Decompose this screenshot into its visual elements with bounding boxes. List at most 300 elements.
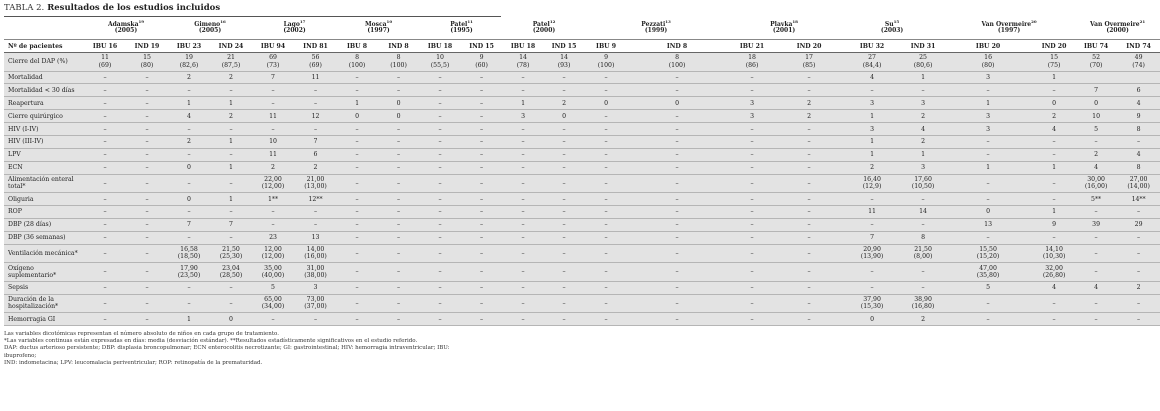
data-cell bbox=[1033, 263, 1075, 282]
study-year: (2005) bbox=[114, 27, 138, 35]
data-cell: – bbox=[1117, 263, 1160, 282]
cell-value: 38,90 bbox=[914, 296, 932, 304]
cell-value-secondary: (10,30) bbox=[1042, 253, 1066, 261]
data-cell: – bbox=[543, 231, 585, 244]
table-row bbox=[4, 218, 1160, 231]
data-cell: 0 bbox=[377, 97, 420, 110]
data-cell: – bbox=[543, 193, 585, 206]
cell-value-secondary: (78) bbox=[516, 61, 530, 69]
data-cell: – bbox=[585, 294, 627, 313]
group-size-cell: IND 15 bbox=[543, 40, 585, 53]
row-label: Mortalidad < 30 días bbox=[4, 84, 84, 97]
study-header bbox=[84, 21, 168, 40]
data-cell: 39 bbox=[1075, 218, 1117, 231]
data-cell: – bbox=[1033, 84, 1075, 97]
data-cell: – bbox=[460, 294, 503, 313]
data-cell: – bbox=[460, 218, 503, 231]
data-cell: – bbox=[585, 218, 627, 231]
data-cell: – bbox=[627, 161, 727, 174]
data-cell: – bbox=[627, 263, 727, 282]
data-cell: – bbox=[777, 231, 841, 244]
row-label: Sepsis bbox=[4, 281, 84, 294]
study-ref: 13 bbox=[665, 19, 671, 24]
data-cell: – bbox=[84, 313, 126, 326]
footnote-line: ibuprofeno; bbox=[4, 352, 37, 359]
data-cell: 2 bbox=[168, 71, 210, 84]
data-cell: – bbox=[126, 313, 168, 326]
data-cell: – bbox=[543, 71, 585, 84]
data-cell: – bbox=[903, 263, 943, 282]
study-header-row bbox=[4, 21, 1160, 40]
data-cell: – bbox=[377, 218, 420, 231]
data-cell: – bbox=[252, 97, 294, 110]
data-cell: – bbox=[627, 123, 727, 136]
cell-value: 23,04 bbox=[222, 264, 240, 272]
data-cell: – bbox=[627, 313, 727, 326]
group-size-cell: IND 19 bbox=[126, 40, 168, 53]
data-cell: – bbox=[943, 135, 1033, 148]
row-label: HIV (I-IV) bbox=[4, 123, 84, 136]
cell-value-secondary: (60) bbox=[475, 61, 488, 69]
data-cell bbox=[903, 294, 943, 313]
table-row bbox=[4, 281, 1160, 294]
data-cell: 0 bbox=[337, 110, 377, 123]
data-cell: 1 bbox=[210, 193, 252, 206]
data-cell: – bbox=[460, 161, 503, 174]
table-row bbox=[4, 97, 1160, 110]
data-cell bbox=[460, 53, 503, 72]
group-size-cell: IND 81 bbox=[294, 40, 337, 53]
data-cell: – bbox=[943, 148, 1033, 161]
data-cell bbox=[543, 53, 585, 72]
data-cell: – bbox=[841, 84, 903, 97]
data-cell: – bbox=[585, 263, 627, 282]
data-cell: – bbox=[585, 244, 627, 263]
data-cell: 2 bbox=[777, 110, 841, 123]
data-cell: 1** bbox=[252, 193, 294, 206]
data-cell: 10 bbox=[252, 135, 294, 148]
cell-value-secondary: (74) bbox=[1132, 61, 1145, 69]
data-cell: – bbox=[543, 161, 585, 174]
data-cell: – bbox=[543, 206, 585, 219]
study-ref: 20 bbox=[1031, 19, 1037, 24]
data-cell: – bbox=[585, 206, 627, 219]
data-cell: – bbox=[1033, 231, 1075, 244]
data-cell: 0 bbox=[627, 97, 727, 110]
cell-value-secondary: (38,00) bbox=[304, 271, 327, 279]
data-cell: – bbox=[126, 161, 168, 174]
cell-value: 16 bbox=[984, 54, 993, 62]
cell-value-secondary: (14,00) bbox=[1127, 183, 1150, 191]
data-cell: – bbox=[543, 84, 585, 97]
data-cell: – bbox=[377, 231, 420, 244]
data-cell: 2 bbox=[1075, 148, 1117, 161]
cell-value: 27,00 bbox=[1129, 176, 1148, 184]
group-size-cell: IBU 23 bbox=[168, 40, 210, 53]
data-cell: – bbox=[585, 71, 627, 84]
data-cell: 5 bbox=[1075, 123, 1117, 136]
data-cell: – bbox=[585, 193, 627, 206]
study-author: Gimeno bbox=[194, 21, 221, 28]
data-cell bbox=[294, 294, 337, 313]
data-cell: – bbox=[777, 206, 841, 219]
study-year: (1997) bbox=[367, 27, 390, 35]
row-label: LPV bbox=[4, 148, 84, 161]
data-cell: 2 bbox=[294, 161, 337, 174]
cell-value: 35,00 bbox=[264, 264, 282, 272]
study-ref: 17 bbox=[299, 19, 306, 24]
data-cell bbox=[943, 244, 1033, 263]
data-cell: – bbox=[943, 313, 1033, 326]
data-cell bbox=[1117, 174, 1160, 193]
cell-value-secondary: (100) bbox=[597, 61, 615, 69]
data-cell: – bbox=[252, 313, 294, 326]
data-cell bbox=[841, 294, 903, 313]
data-cell: 1 bbox=[168, 97, 210, 110]
data-cell: – bbox=[126, 244, 168, 263]
data-cell: 13 bbox=[294, 231, 337, 244]
data-cell: – bbox=[377, 313, 420, 326]
data-cell: 1 bbox=[943, 97, 1033, 110]
study-author: Mosca bbox=[364, 21, 387, 28]
data-cell: – bbox=[503, 244, 543, 263]
data-cell: – bbox=[337, 193, 377, 206]
data-cell: 12** bbox=[294, 193, 337, 206]
data-cell: – bbox=[903, 281, 943, 294]
data-cell: – bbox=[503, 148, 543, 161]
data-cell: 0 bbox=[543, 110, 585, 123]
data-cell: – bbox=[460, 148, 503, 161]
data-cell: – bbox=[126, 231, 168, 244]
table-row bbox=[4, 193, 1160, 206]
data-cell: 9 bbox=[1117, 110, 1160, 123]
table-row bbox=[4, 84, 1160, 97]
data-cell: – bbox=[420, 84, 460, 97]
data-cell: – bbox=[420, 231, 460, 244]
cell-value: 16,40 bbox=[863, 176, 881, 184]
row-label: Alimentación enteral total* bbox=[4, 174, 84, 193]
data-cell: – bbox=[84, 206, 126, 219]
data-cell: – bbox=[543, 294, 585, 313]
row-label: ECN bbox=[4, 161, 84, 174]
data-cell: 4 bbox=[1033, 123, 1075, 136]
study-ref: 10 bbox=[386, 19, 393, 24]
data-cell: – bbox=[1033, 193, 1075, 206]
table-number: TABLA 2. bbox=[4, 3, 45, 13]
data-cell: – bbox=[377, 263, 420, 282]
data-cell: 3 bbox=[727, 110, 777, 123]
data-cell: – bbox=[777, 313, 841, 326]
data-cell: 14** bbox=[1117, 193, 1160, 206]
data-cell bbox=[294, 263, 337, 282]
data-cell: – bbox=[777, 218, 841, 231]
data-cell: – bbox=[543, 148, 585, 161]
cell-value-secondary: (100) bbox=[668, 61, 686, 69]
study-author: Pezzati bbox=[641, 21, 666, 28]
study-header bbox=[943, 21, 1075, 40]
data-cell: – bbox=[585, 135, 627, 148]
data-cell: – bbox=[337, 313, 377, 326]
data-cell: – bbox=[420, 71, 460, 84]
data-cell: – bbox=[84, 244, 126, 263]
footnote-line: Las variables dicotómicas representan el número absoluto de niños en cada grupo de tratamiento. bbox=[4, 330, 280, 337]
data-cell: – bbox=[460, 84, 503, 97]
data-cell: – bbox=[585, 123, 627, 136]
data-cell bbox=[168, 263, 210, 282]
table-row bbox=[4, 206, 1160, 219]
data-cell: 7 bbox=[210, 218, 252, 231]
table-row bbox=[4, 244, 1160, 263]
data-cell: 1 bbox=[841, 148, 903, 161]
data-cell: – bbox=[627, 244, 727, 263]
data-cell: 9 bbox=[1033, 218, 1075, 231]
data-cell: – bbox=[126, 123, 168, 136]
cell-value: 17,90 bbox=[180, 264, 198, 272]
data-cell: 3 bbox=[841, 123, 903, 136]
data-cell: – bbox=[168, 84, 210, 97]
data-cell: – bbox=[1117, 231, 1160, 244]
data-cell: – bbox=[777, 71, 841, 84]
cell-value: 30,00 bbox=[1087, 176, 1105, 184]
data-cell bbox=[903, 174, 943, 193]
cell-value-secondary: (80) bbox=[981, 61, 995, 69]
data-cell: 7 bbox=[294, 135, 337, 148]
data-cell: – bbox=[727, 313, 777, 326]
row-label: DBP (28 días) bbox=[4, 218, 84, 231]
cell-value: 69 bbox=[269, 54, 277, 62]
data-cell: – bbox=[337, 218, 377, 231]
data-cell: 8 bbox=[903, 231, 943, 244]
data-cell: – bbox=[294, 218, 337, 231]
table-row bbox=[4, 71, 1160, 84]
group-size-cell: IBU 18 bbox=[420, 40, 460, 53]
data-cell: – bbox=[585, 174, 627, 193]
data-cell: – bbox=[727, 71, 777, 84]
data-cell bbox=[727, 53, 777, 72]
data-cell: – bbox=[543, 281, 585, 294]
data-cell: – bbox=[585, 148, 627, 161]
data-cell: 4 bbox=[903, 123, 943, 136]
data-cell: – bbox=[903, 84, 943, 97]
data-cell: 4 bbox=[1075, 161, 1117, 174]
data-cell: – bbox=[503, 161, 543, 174]
group-size-cell: IBU 20 bbox=[943, 40, 1033, 53]
data-cell: – bbox=[210, 206, 252, 219]
table-row bbox=[4, 263, 1160, 282]
data-cell: 4 bbox=[1075, 281, 1117, 294]
data-cell: – bbox=[627, 193, 727, 206]
data-cell: – bbox=[727, 161, 777, 174]
study-year: (1995) bbox=[450, 27, 473, 35]
row-label: HIV (III-IV) bbox=[4, 135, 84, 148]
data-cell: – bbox=[377, 135, 420, 148]
cell-value-secondary: (13,90) bbox=[860, 253, 884, 261]
table-row bbox=[4, 231, 1160, 244]
data-cell: – bbox=[503, 123, 543, 136]
cell-value: 22,00 bbox=[264, 176, 282, 184]
cell-value-secondary: (37,00) bbox=[304, 303, 327, 311]
data-cell: – bbox=[126, 135, 168, 148]
data-cell: 0 bbox=[210, 313, 252, 326]
data-cell: – bbox=[168, 281, 210, 294]
cell-value-secondary: (40,00) bbox=[261, 271, 285, 279]
data-cell bbox=[503, 53, 543, 72]
study-header bbox=[841, 21, 943, 40]
data-cell: – bbox=[727, 281, 777, 294]
data-cell: – bbox=[1075, 244, 1117, 263]
data-cell: – bbox=[126, 84, 168, 97]
data-cell: 0 bbox=[841, 313, 903, 326]
data-cell: 1 bbox=[210, 135, 252, 148]
data-cell: – bbox=[337, 148, 377, 161]
data-cell: – bbox=[420, 281, 460, 294]
table-footnotes bbox=[4, 331, 474, 367]
data-cell: – bbox=[585, 110, 627, 123]
data-cell: – bbox=[294, 123, 337, 136]
data-cell: – bbox=[627, 174, 727, 193]
data-cell: 0 bbox=[943, 206, 1033, 219]
row-label: Cierre del DAP (%) bbox=[4, 53, 84, 72]
data-cell: – bbox=[460, 313, 503, 326]
data-cell: – bbox=[777, 281, 841, 294]
data-cell: – bbox=[377, 206, 420, 219]
cell-value: 14 bbox=[519, 54, 527, 62]
data-cell: – bbox=[1033, 313, 1075, 326]
group-size-cell: IND 8 bbox=[627, 40, 727, 53]
cell-value-secondary: (25,30) bbox=[219, 253, 243, 261]
data-cell bbox=[1075, 53, 1117, 72]
cell-value-secondary: (100) bbox=[348, 61, 366, 69]
data-cell: – bbox=[627, 148, 727, 161]
corner-cell bbox=[4, 21, 84, 40]
data-cell: – bbox=[168, 294, 210, 313]
data-cell: – bbox=[503, 84, 543, 97]
cell-value-secondary: (13,00) bbox=[304, 183, 327, 191]
cell-value-secondary: (87,5) bbox=[221, 61, 241, 69]
cell-value: 12,00 bbox=[264, 246, 282, 254]
cell-value: 19 bbox=[185, 54, 193, 62]
data-cell: 3 bbox=[727, 97, 777, 110]
study-header bbox=[1075, 21, 1160, 40]
study-author: Plavka bbox=[770, 21, 793, 28]
data-cell: – bbox=[460, 263, 503, 282]
cell-value-secondary: (16,80) bbox=[911, 303, 935, 311]
data-cell: – bbox=[1075, 263, 1117, 282]
data-cell: – bbox=[1033, 174, 1075, 193]
group-size-cell: IBU 74 bbox=[1075, 40, 1117, 53]
data-cell bbox=[841, 244, 903, 263]
data-cell bbox=[903, 244, 943, 263]
data-cell: – bbox=[84, 110, 126, 123]
study-year: (1999) bbox=[644, 27, 668, 35]
data-cell: – bbox=[627, 294, 727, 313]
data-cell: – bbox=[337, 294, 377, 313]
data-cell: – bbox=[420, 123, 460, 136]
data-cell: – bbox=[943, 231, 1033, 244]
data-cell: – bbox=[503, 281, 543, 294]
study-author: Van Overmeire bbox=[1090, 21, 1140, 28]
cell-value: 21,00 bbox=[306, 176, 325, 184]
data-cell: – bbox=[543, 135, 585, 148]
study-year: (2002) bbox=[283, 27, 306, 35]
cell-value-secondary: (85) bbox=[802, 61, 816, 69]
cell-value-secondary: (8,00) bbox=[913, 253, 933, 261]
data-cell: – bbox=[903, 218, 943, 231]
data-cell bbox=[903, 53, 943, 72]
cell-value: 11 bbox=[101, 54, 109, 62]
study-author: Lago bbox=[283, 21, 300, 28]
data-cell bbox=[252, 174, 294, 193]
data-cell: – bbox=[84, 218, 126, 231]
data-cell: – bbox=[126, 174, 168, 193]
data-cell: – bbox=[84, 193, 126, 206]
data-cell bbox=[1117, 53, 1160, 72]
data-cell: – bbox=[84, 135, 126, 148]
data-cell: – bbox=[503, 313, 543, 326]
data-cell: – bbox=[377, 244, 420, 263]
data-cell: – bbox=[460, 123, 503, 136]
data-cell: – bbox=[420, 161, 460, 174]
table-row bbox=[4, 148, 1160, 161]
cell-value-secondary: (18,50) bbox=[177, 253, 201, 261]
data-cell: 10 bbox=[1075, 110, 1117, 123]
data-cell: 3 bbox=[903, 161, 943, 174]
data-cell: – bbox=[420, 148, 460, 161]
data-cell: – bbox=[84, 84, 126, 97]
study-ref: 11 bbox=[467, 19, 473, 24]
data-cell bbox=[126, 53, 168, 72]
cell-value: 15 bbox=[1050, 54, 1059, 62]
cell-value: 8 bbox=[355, 54, 359, 62]
data-cell: 1 bbox=[168, 313, 210, 326]
data-cell: – bbox=[126, 206, 168, 219]
data-cell: – bbox=[252, 123, 294, 136]
data-cell: – bbox=[460, 193, 503, 206]
data-cell bbox=[294, 174, 337, 193]
data-cell: – bbox=[841, 193, 903, 206]
data-cell: 0 bbox=[585, 97, 627, 110]
data-cell: – bbox=[337, 161, 377, 174]
data-cell: 2 bbox=[841, 161, 903, 174]
data-cell: 8 bbox=[1117, 123, 1160, 136]
table-row bbox=[4, 123, 1160, 136]
group-header-row bbox=[4, 40, 1160, 53]
data-cell: 2 bbox=[903, 135, 943, 148]
cell-value: 32,00 bbox=[1045, 264, 1063, 272]
data-cell: – bbox=[126, 97, 168, 110]
data-cell: 0 bbox=[1033, 97, 1075, 110]
cell-value-secondary: (16,00) bbox=[1084, 183, 1108, 191]
data-cell: – bbox=[377, 174, 420, 193]
study-header bbox=[503, 21, 585, 40]
data-cell: – bbox=[777, 148, 841, 161]
cell-value: 21 bbox=[227, 54, 235, 62]
data-cell bbox=[377, 53, 420, 72]
data-cell: 2 bbox=[903, 313, 943, 326]
data-cell: 6 bbox=[294, 148, 337, 161]
cell-value: 15 bbox=[143, 54, 151, 62]
data-cell: – bbox=[420, 174, 460, 193]
data-cell: – bbox=[210, 84, 252, 97]
cell-value: 9 bbox=[604, 54, 609, 62]
data-cell: – bbox=[943, 193, 1033, 206]
data-cell: – bbox=[1075, 206, 1117, 219]
cell-value-secondary: (12,00) bbox=[261, 183, 285, 191]
data-cell: – bbox=[777, 244, 841, 263]
data-cell: – bbox=[627, 135, 727, 148]
data-cell: – bbox=[727, 174, 777, 193]
data-cell: 1 bbox=[841, 110, 903, 123]
